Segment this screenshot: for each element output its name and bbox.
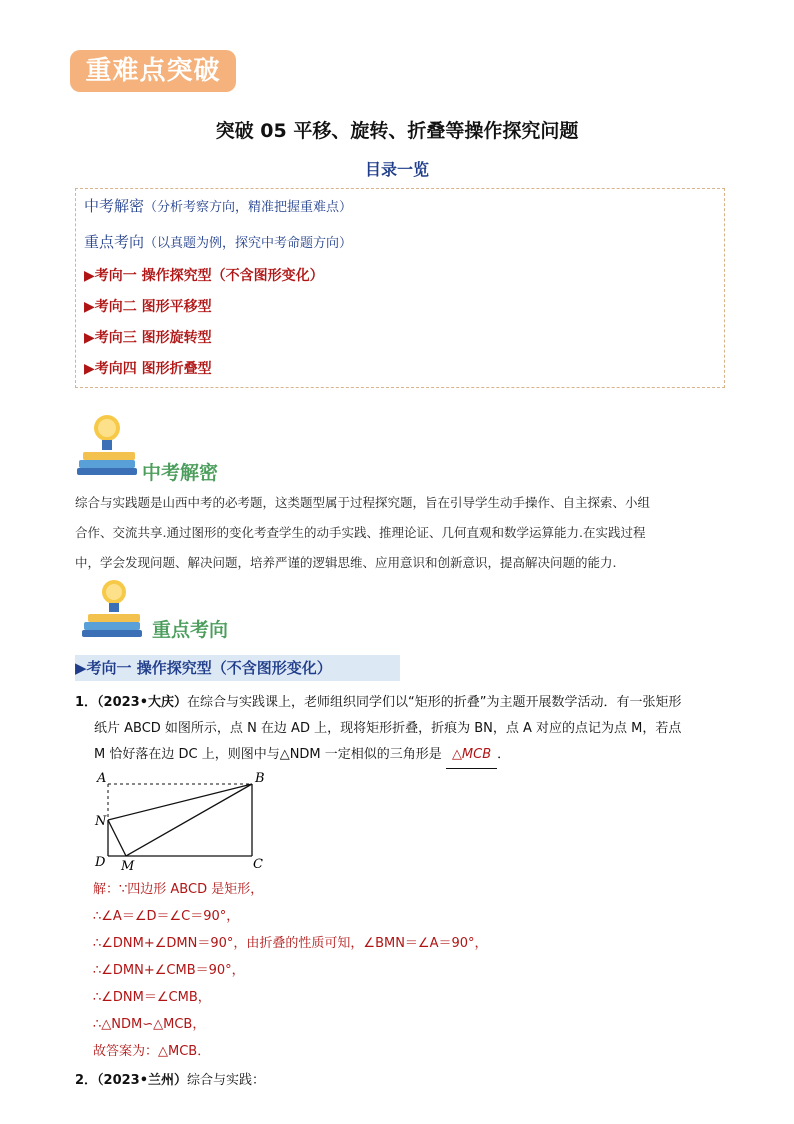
question-2-text: 综合与实践： xyxy=(187,1073,266,1088)
answer-blank: △MCB xyxy=(446,742,497,769)
toc-head-2-note: （以真题为例，探究中考命题方向） xyxy=(144,236,353,251)
toc-head-2-label: 重点考向 xyxy=(84,233,145,251)
solution-line-1: 解：∵四边形 ABCD 是矩形， xyxy=(93,882,264,897)
question-1-text-1: 在综合与实践课上，老师组织同学们以“矩形的折叠”为主题开展数学活动．有一张矩形 xyxy=(187,695,682,710)
lightbulb-books-icon xyxy=(75,412,145,482)
question-1-line-1 xyxy=(75,690,725,716)
question-1-number: 1． xyxy=(75,695,98,710)
analysis-paragraph xyxy=(75,488,725,578)
section-title-directions: 重点考向 xyxy=(152,619,229,641)
question-2-source: （2023•兰州） xyxy=(97,1073,188,1088)
toc-item-2[interactable]: ▶考向二 图形平移型 xyxy=(84,299,212,315)
lightbulb-books-icon-2 xyxy=(80,578,150,644)
analysis-line-2: 合作、交流共享.通过图形的变化考查学生的动手实践、推理论证、几何直观和数学运算能力.在实践过程 xyxy=(75,525,646,540)
solution-line-7: 故答案为：△MCB． xyxy=(93,1044,211,1059)
question-2 xyxy=(75,1068,725,1094)
analysis-line-1: 综合与实践题是山西中考的必考题，这类题型属于过程探究题，旨在引导学生动手操作、自主探索、小组 xyxy=(75,495,651,510)
label-D: D xyxy=(95,855,106,870)
toc-head-1-note: （分析考察方向，精准把握重难点） xyxy=(144,200,353,215)
question-1-source: （2023•大庆） xyxy=(97,695,188,710)
section-title-analysis: 中考解密 xyxy=(142,462,219,484)
toc-heading: 目录一览 xyxy=(364,160,429,179)
question-1-text-3: M 恰好落在边 DC 上，则图中与△NDM 一定相似的三角形是 xyxy=(94,747,442,762)
toc-head-1[interactable] xyxy=(84,195,352,216)
rectangle-fold-figure xyxy=(88,768,278,874)
toc-head-1-label: 中考解密 xyxy=(84,197,145,215)
toc-head-2[interactable] xyxy=(84,231,352,252)
question-1-line-2: 纸片 ABCD 如图所示，点 N 在边 AD 上，现将矩形折叠，折痕为 BN，点 A 对应的点记为点 M，若点 xyxy=(94,721,682,736)
question-1-end: ． xyxy=(497,747,511,762)
toc-item-4[interactable]: ▶考向四 图形折叠型 xyxy=(84,361,212,377)
question-1 xyxy=(75,690,725,769)
analysis-line-3: 中，学会发现问题、解决问题，培养严谨的逻辑思维、应用意识和创新意识，提高解决问题的能力. xyxy=(75,555,617,570)
question-1-line-3 xyxy=(75,742,725,769)
section-badge: 重难点突破 xyxy=(70,50,236,92)
label-N: N xyxy=(95,814,107,829)
toc-item-1[interactable]: ▶考向一 操作探究型（不含图形变化） xyxy=(84,268,324,284)
solution-line-3: ∴∠DNM+∠DMN＝90°，由折叠的性质可知，∠BMN＝∠A＝90°， xyxy=(93,936,488,951)
solution-line-6: ∴△NDM∽△MCB， xyxy=(93,1017,206,1032)
toc-item-3[interactable]: ▶考向三 图形旋转型 xyxy=(84,330,212,346)
solution-line-2: ∴∠A＝∠D＝∠C＝90°， xyxy=(93,909,240,924)
page-title: 突破 05 平移、旋转、折叠等操作探究问题 xyxy=(215,120,579,142)
toc-box xyxy=(75,188,725,388)
solution-line-5: ∴∠DNM＝∠CMB， xyxy=(93,990,211,1005)
label-B: B xyxy=(255,771,265,786)
direction-1-bar: ▶考向一 操作探究型（不含图形变化） xyxy=(75,655,400,681)
label-A: A xyxy=(97,771,107,786)
question-2-number: 2． xyxy=(75,1073,98,1088)
solution-line-4: ∴∠DMN+∠CMB＝90°， xyxy=(93,963,245,978)
solution-block xyxy=(93,878,713,1068)
label-C: C xyxy=(253,857,263,872)
label-M: M xyxy=(121,859,135,874)
